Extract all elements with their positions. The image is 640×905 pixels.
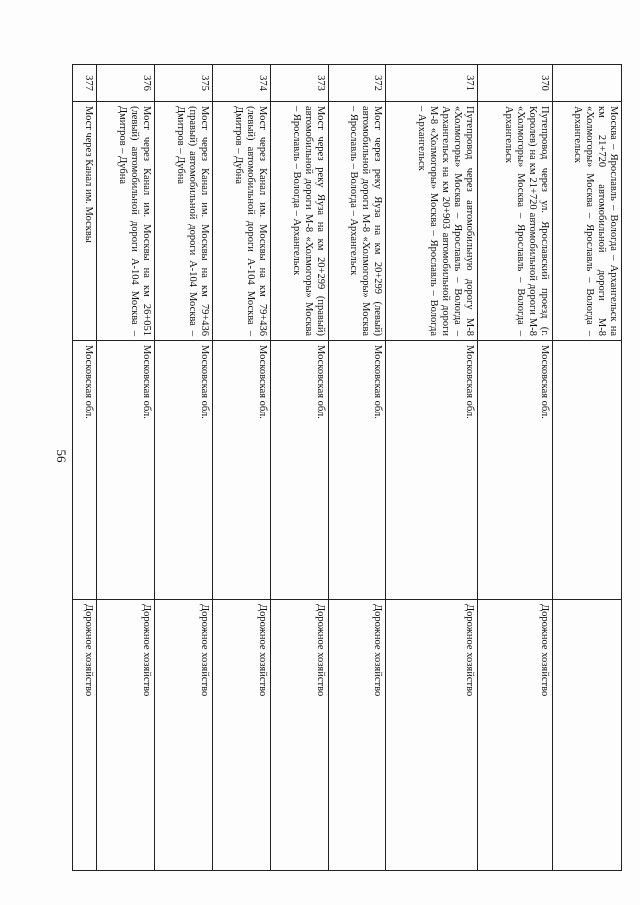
cell-owner: Дорожное хозяйство — [328, 600, 386, 871]
cell-number — [553, 65, 622, 102]
cell-location: Московская обл. — [270, 341, 328, 600]
table-row — [328, 65, 386, 871]
cell-number: 374 — [212, 65, 270, 102]
table-rotated — [72, 64, 622, 834]
cell-owner — [553, 600, 622, 871]
cell-object: Мост через Канал им. Москвы — [73, 102, 97, 341]
cell-object: Мост через реку Яуза на км 20+299 (левый) автомобильной дороги М-8 «Холмогоры» Москва – Ярославль – Вологда – Архангельск — [328, 102, 386, 341]
cell-location — [553, 341, 622, 600]
cell-owner: Дорожное хозяйство — [154, 600, 212, 871]
cell-number: 376 — [97, 65, 155, 102]
cell-location: Московская обл. — [386, 341, 478, 600]
cell-object: Мост через Канал им. Москвы на км 79+436 (левый) автомобильной дороги А-104 Москва – Дмитров – Дубна — [212, 102, 270, 341]
cell-owner: Дорожное хозяйство — [270, 600, 328, 871]
cell-object: Мост через реку Яуза на км 20+299 (правый) автомобильной дороги М-8 «Холмогоры» Москва – Ярославль – Вологда – Архангельск — [270, 102, 328, 341]
cell-location: Московская обл. — [73, 341, 97, 600]
cell-number: 370 — [478, 65, 553, 102]
cell-number: 375 — [154, 65, 212, 102]
cell-owner: Дорожное хозяйство — [212, 600, 270, 871]
table-row — [154, 65, 212, 871]
cell-location: Московская обл. — [97, 341, 155, 600]
cell-object: Мост через Канал им. Москвы на км 79+436 (правый) автомобильной дороги А-104 Москва – Дмитров – Дубна — [154, 102, 212, 341]
table-row — [212, 65, 270, 871]
cell-number: 372 — [328, 65, 386, 102]
table-row — [73, 65, 97, 871]
table-row-continuation — [553, 65, 622, 871]
cell-location: Московская обл. — [478, 341, 553, 600]
objects-table — [72, 64, 622, 871]
cell-object: Путепровод через ул. Ярославский проезд (г. Королев) на км 21+720 автомобильной дороги М-8 «Холмогоры» Москва – Ярославль – Вологда – Архангельск — [478, 102, 553, 341]
cell-object: Путепровод через автомобильную дорогу М-8 «Холмогоры» Москва – Ярославль – Вологда – Архангельск на км 20+903 автомобильной дороги М-8 «Холмогоры» Москва – Ярославль – Вологда – Архангельск — [386, 102, 478, 341]
cell-location: Московская обл. — [154, 341, 212, 600]
table-row — [386, 65, 478, 871]
table-row — [478, 65, 553, 871]
cell-owner: Дорожное хозяйство — [97, 600, 155, 871]
cell-owner: Дорожное хозяйство — [73, 600, 97, 871]
cell-location: Московская обл. — [328, 341, 386, 600]
cell-number: 371 — [386, 65, 478, 102]
cell-owner: Дорожное хозяйство — [478, 600, 553, 871]
cell-number: 373 — [270, 65, 328, 102]
page-number: 56 — [54, 449, 69, 463]
cell-owner: Дорожное хозяйство — [386, 600, 478, 871]
table-row — [270, 65, 328, 871]
cell-object: Мост через Канал им. Москвы на км 26+051 (левый) автомобильной дороги А-104 Москва – Дмитров – Дубна — [97, 102, 155, 341]
cell-number: 377 — [73, 65, 97, 102]
table-row — [97, 65, 155, 871]
cell-object: Москва – Ярославль – Вологда – Архангельск на км 21+720 автомобильной дороги М-8 «Холмогоры» Москва – Ярославль – Вологда – Архангельск — [553, 102, 622, 341]
table-container — [72, 64, 622, 834]
cell-location: Московская обл. — [212, 341, 270, 600]
